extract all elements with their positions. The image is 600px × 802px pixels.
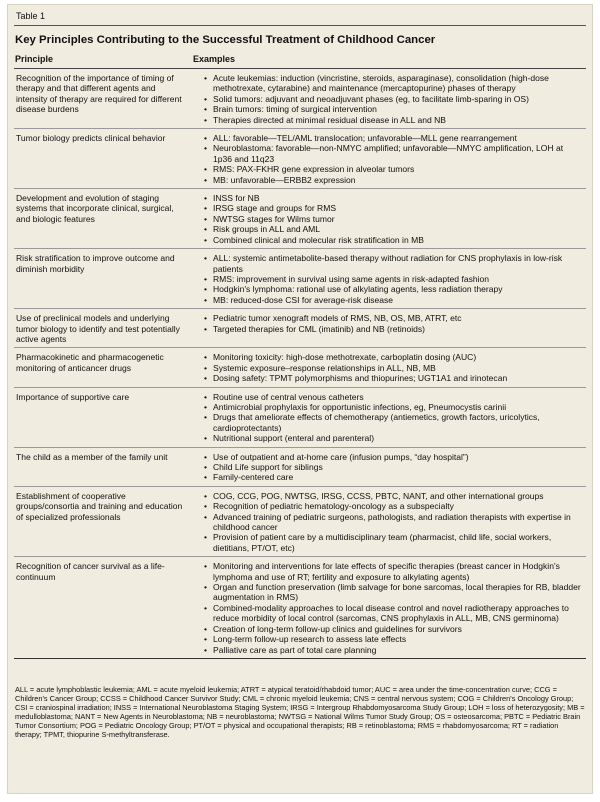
principle-cell: Recognition of cancer survival as a life-continuum: [16, 561, 165, 582]
table-row: [14, 249, 586, 309]
example-item: • NWTSG stages for Wilms tumor: [204, 214, 582, 224]
table-title: Key Principles Contributing to the Successful Treatment of Childhood Cancer: [15, 34, 436, 46]
table-row: [14, 189, 586, 249]
examples-list: [194, 452, 586, 483]
example-item: • Creation of long-term follow-up clinics and guidelines for survivors: [204, 624, 582, 634]
examples-list: [194, 133, 586, 185]
examples-list: [194, 352, 586, 383]
example-item: • MB: reduced-dose CSI for average-risk disease: [204, 295, 582, 305]
example-item: • Therapies directed at minimal residual disease in ALL and NB: [204, 115, 582, 125]
table-row: [14, 309, 586, 348]
example-item: • Combined clinical and molecular risk stratification in MB: [204, 235, 582, 245]
principle-cell: Tumor biology predicts clinical behavior: [16, 133, 166, 144]
example-item: • RMS: improvement in survival using same agents in risk-adapted fashion: [204, 274, 582, 284]
example-item: • Routine use of central venous catheters: [204, 392, 582, 402]
example-item: • Brain tumors: timing of surgical intervention: [204, 104, 582, 114]
examples-list: [194, 491, 586, 553]
principle-cell: Development and evolution of staging systems that incorporate clinical, surgical, and biologic features: [16, 193, 174, 224]
example-item: • Monitoring and interventions for late effects of specific therapies (breast cancer in Hodgkin's lymphoma and use of RT; fertility and exposure to alkylating agents): [204, 561, 582, 582]
example-item: • Family-centered care: [204, 472, 582, 482]
example-item: • Neuroblastoma: favorable—non-NMYC amplified; unfavorable—NMYC amplification, LOH at 1p36 and 11q23: [204, 143, 582, 164]
example-item: • Risk groups in ALL and AML: [204, 224, 582, 234]
table-page: [7, 4, 593, 794]
table-row: [14, 69, 586, 129]
principle-cell: Use of preclinical models and underlying tumor biology to identify and test potentially active agents: [16, 313, 180, 344]
example-item: • INSS for NB: [204, 193, 582, 203]
table-row: [14, 557, 586, 659]
principle-cell: Pharmacokinetic and pharmacogenetic monitoring of anticancer drugs: [16, 352, 164, 373]
table-row: [14, 487, 586, 557]
example-item: • Long-term follow-up research to assess late effects: [204, 634, 582, 644]
example-item: • MB: unfavorable—ERBB2 expression: [204, 175, 582, 185]
table-row: [14, 388, 586, 448]
example-item: • ALL: systemic antimetabolite-based therapy without radiation for CNS prophylaxis in low-risk patients: [204, 253, 582, 274]
example-item: • COG, CCG, POG, NWTSG, IRSG, CCSS, PBTC, NANT, and other international groups: [204, 491, 582, 501]
table-footnote: ALL = acute lymphoblastic leukemia; AML = acute myeloid leukemia; ATRT = atypical teratoid/rhabdoid tumor; AUC = area under the time-concentration curve; CCG = Children's Cancer Group; CCSS = Childhood Cancer Survivor Study; CML = chronic myeloid leukemia; CNS = central nervous system; COG = Children's Oncology Group; CSI = craniospinal irradiation; INSS = International Neuroblastoma Staging System; IRSG = Intergroup Rhabdomyosarcoma Study Group; LOH = loss of heterozygosity; MB = medulloblastoma; NANT = New Agents in Neuroblastoma; NB = neuroblastoma; NWTSG = National Wilms Tumor Study Group; OS = osteosarcoma; PBTC = Pediatric Brain Tumor Consortium; POG = Pediatric Oncology Group; PT/OT = physical and occupational therapists; RB = retinoblastoma; RMS = rhabdomyosarcoma; RT = radiation therapy; TPMT, thiopurine S-methyltransferase.: [15, 684, 585, 740]
example-item: • Drugs that ameliorate effects of chemotherapy (antiemetics, growth factors, uricolytics, cardioprotectants): [204, 412, 582, 433]
example-item: • Dosing safety: TPMT polymorphisms and thiopurines; UGT1A1 and irinotecan: [204, 373, 582, 383]
table-header: [8, 50, 592, 68]
table-row: [14, 448, 586, 487]
example-item: • Provision of patient care by a multidisciplinary team (pharmacist, child life, social workers, dietitians, PT/OT, etc): [204, 532, 582, 553]
table-row: [14, 348, 586, 387]
examples-list: [194, 313, 586, 344]
example-item: • Palliative care as part of total care planning: [204, 645, 582, 655]
examples-list: [194, 193, 586, 245]
examples-list: [194, 73, 586, 125]
example-item: • Hodgkin's lymphoma: rational use of alkylating agents, less radiation therapy: [204, 284, 582, 294]
example-item: • Recognition of pediatric hematology-oncology as a subspecialty: [204, 501, 582, 511]
principle-column-header: Principle: [15, 54, 54, 64]
examples-column-header: Examples: [193, 54, 236, 64]
table-body: [14, 68, 586, 659]
examples-list: [194, 253, 586, 305]
example-item: • IRSG stage and groups for RMS: [204, 203, 582, 213]
example-item: • Child Life support for siblings: [204, 462, 582, 472]
principle-cell: Recognition of the importance of timing of therapy and that different agents and intensity of therapy are required for different disease burdens: [16, 73, 182, 115]
example-item: • Organ and function preservation (limb salvage for bone sarcomas, local therapies for RB, bladder augmentation in RMS): [204, 582, 582, 603]
example-item: • Monitoring toxicity: high-dose methotrexate, carboplatin dosing (AUC): [204, 352, 582, 362]
example-item: • Nutritional support (enteral and parenteral): [204, 433, 582, 443]
example-item: • Acute leukemias: induction (vincristine, steroids, asparaginase), consolidation (high-dose methotrexate, cytarabine) and maintenance (mercaptopurine) phases of therapy: [204, 73, 582, 94]
example-item: • Combined-modality approaches to local disease control and novel radiotherapy approaches to reduce morbidity of local control (sarcomas, CNS prophylaxis in ALL, MB, CNS germinoma): [204, 603, 582, 624]
example-item: • Pediatric tumor xenograft models of RMS, NB, OS, MB, ATRT, etc: [204, 313, 582, 323]
example-item: • ALL: favorable—TEL/AML translocation; unfavorable—MLL gene rearrangement: [204, 133, 582, 143]
example-item: • Targeted therapies for CML (imatinib) and NB (retinoids): [204, 324, 582, 334]
principle-cell: Establishment of cooperative groups/consortia and training and education of specialized professionals: [16, 490, 183, 522]
example-item: • RMS: PAX-FKHR gene expression in alveolar tumors: [204, 164, 582, 174]
example-item: • Antimicrobial prophylaxis for opportunistic infections, eg, Pneumocystis carinii: [204, 402, 582, 412]
examples-list: [194, 392, 586, 444]
example-item: • Advanced training of pediatric surgeons, pathologists, and radiation therapists with expertise in childhood cancer: [204, 512, 582, 533]
example-item: • Solid tumors: adjuvant and neoadjuvant phases (eg, to facilitate limb-sparing in OS): [204, 94, 582, 104]
example-item: • Use of outpatient and at-home care (infusion pumps, “day hospital”): [204, 452, 582, 462]
example-item: • Systemic exposure–response relationships in ALL, NB, MB: [204, 363, 582, 373]
table-row: [14, 129, 586, 189]
examples-list: [194, 561, 586, 655]
principle-cell: Importance of supportive care: [16, 391, 130, 402]
principle-cell: Risk stratification to improve outcome and diminish morbidity: [16, 253, 175, 274]
table-label: Table 1: [16, 11, 46, 21]
principle-cell: The child as a member of the family unit: [16, 451, 168, 462]
